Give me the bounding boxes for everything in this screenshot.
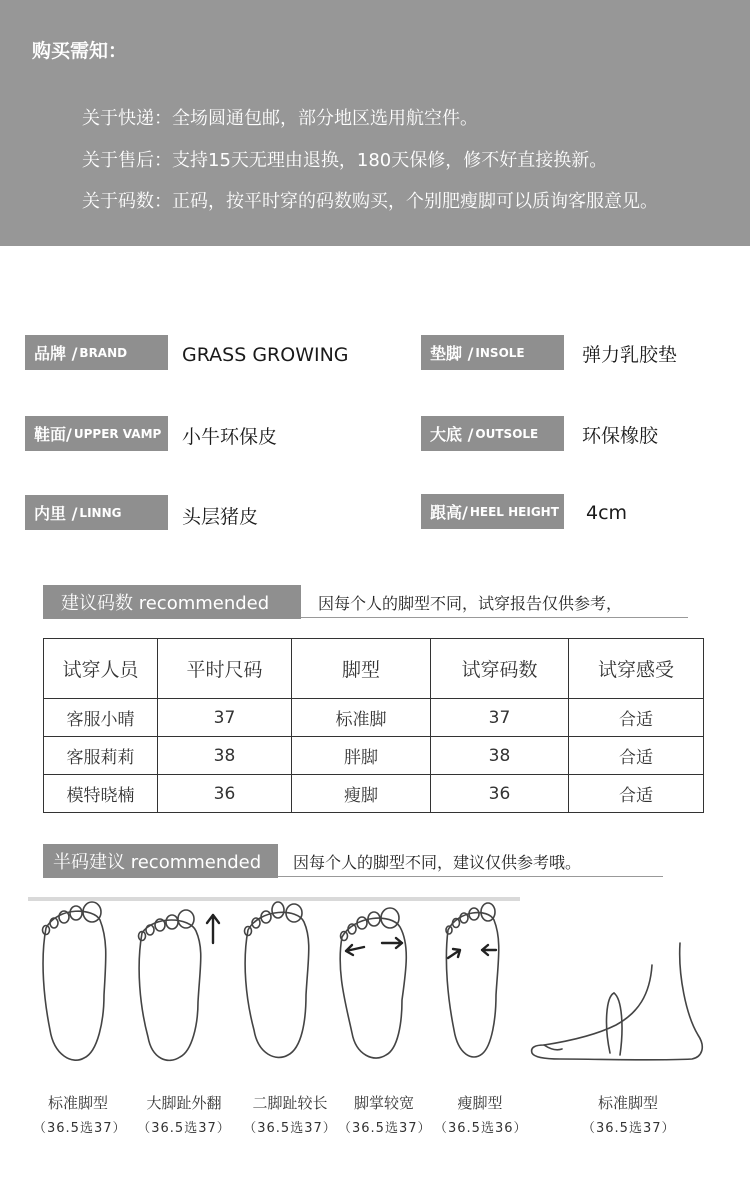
spec-value-outsole: 环保橡胶 [582, 425, 659, 447]
table-cell: 客服莉莉 [44, 737, 158, 775]
side-foot-icon [532, 943, 703, 1060]
spec-label-heel: 跟高/ HEEL HEIGHT [421, 494, 564, 529]
half-size-header [43, 844, 663, 878]
header-usual-size: 平时尺码 [158, 639, 292, 699]
notice-after-sales: 关于售后：支持15天无理由退换，180天保修，修不好直接换新。 [82, 150, 608, 171]
table-cell: 36 [158, 775, 292, 813]
table-cell: 37 [158, 699, 292, 737]
table-row [44, 737, 704, 775]
recommend-header [43, 585, 688, 619]
notice-shipping: 关于快递：全场圆通包邮，部分地区选用航空件。 [82, 108, 478, 129]
foot-illustrations [0, 895, 750, 1075]
notice-title: 购买需知： [32, 40, 128, 62]
table-cell: 标准脚 [292, 699, 431, 737]
table-cell: 合适 [569, 699, 704, 737]
half-size-tag: 半码建议 recommended [43, 844, 278, 878]
standard-foot-icon [43, 902, 106, 1060]
header-tester: 试穿人员 [44, 639, 158, 699]
spec-label-upper: 鞋面/ UPPER VAMP [25, 416, 168, 451]
table-cell: 38 [431, 737, 569, 775]
header-tried-size: 试穿码数 [431, 639, 569, 699]
spec-label-insole: 垫脚 / INSOLE [421, 335, 564, 370]
spec-value-insole: 弹力乳胶垫 [582, 344, 678, 366]
recommend-rule [301, 617, 688, 618]
try-on-table [43, 638, 704, 813]
bunion-foot-icon [139, 910, 220, 1060]
header-feeling: 试穿感受 [569, 639, 704, 699]
spec-value-heel: 4cm [586, 502, 628, 524]
table-header-row [44, 639, 704, 699]
table-row [44, 775, 704, 813]
spec-value-brand: GRASS GROWING [182, 344, 349, 366]
table-row [44, 699, 704, 737]
recommend-note: 因每个人的脚型不同，试穿报告仅供参考， [318, 594, 623, 613]
table-cell: 模特晓楠 [44, 775, 158, 813]
foot-caption: 标准脚型 （36.5选37） [582, 1094, 676, 1136]
spec-label-outsole: 大底 / OUTSOLE [421, 416, 564, 451]
spec-label-lining: 内里 / LINNG [25, 495, 168, 530]
foot-caption: 标准脚型 （36.5选37） [33, 1094, 127, 1136]
header-foot-type: 脚型 [292, 639, 431, 699]
table-cell: 胖脚 [292, 737, 431, 775]
narrow-foot-icon [446, 903, 499, 1057]
foot-caption: 大脚趾外翻 （36.5选37） [137, 1094, 231, 1136]
table-cell: 瘦脚 [292, 775, 431, 813]
table-cell: 合适 [569, 737, 704, 775]
wide-foot-icon [340, 908, 406, 1058]
half-size-note: 因每个人的脚型不同，建议仅供参考哦。 [293, 853, 582, 872]
table-cell: 客服小晴 [44, 699, 158, 737]
table-cell: 37 [431, 699, 569, 737]
spec-value-upper: 小牛环保皮 [182, 426, 278, 448]
recommend-tag: 建议码数 recommended [43, 585, 301, 619]
table-cell: 38 [158, 737, 292, 775]
table-cell: 合适 [569, 775, 704, 813]
purchase-notice [0, 0, 750, 246]
half-size-rule [278, 876, 663, 877]
spec-label-brand: 品牌 / BRAND [25, 335, 168, 370]
long-second-toe-foot-icon [245, 902, 309, 1057]
spec-value-lining: 头层猪皮 [182, 506, 259, 528]
notice-sizing: 关于码数：正码，按平时穿的码数购买，个别肥瘦脚可以质询客服意见。 [82, 191, 658, 212]
table-cell: 36 [431, 775, 569, 813]
foot-caption: 瘦脚型 （36.5选36） [434, 1094, 528, 1136]
foot-caption: 脚掌较宽 （36.5选37） [338, 1094, 432, 1136]
foot-caption: 二脚趾较长 （36.5选37） [243, 1094, 337, 1136]
